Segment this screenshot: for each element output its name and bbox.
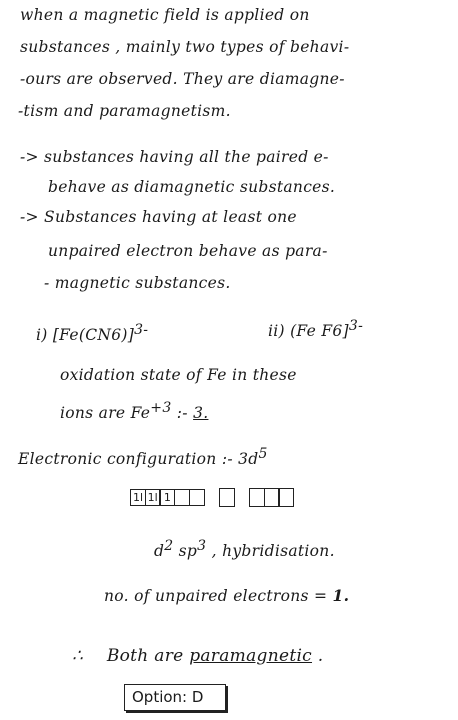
option-label: Option: D <box>132 688 204 706</box>
oxidation-ions-text: ions are Fe <box>60 404 151 423</box>
text-line-2: substances , mainly two types of behavi- <box>20 38 350 56</box>
d-box-2: 1l <box>145 489 161 506</box>
config-exponent: 5 <box>258 446 268 462</box>
text-line-1: when a magnetic field is applied on <box>20 6 310 24</box>
text-line-7: -> Substances having at least one <box>20 208 297 226</box>
p-box-2 <box>264 488 280 507</box>
s-orbital-box <box>219 488 235 507</box>
oxidation-value: 3. <box>193 404 209 423</box>
d-orbital-boxes <box>130 489 205 506</box>
ion-second <box>268 318 363 340</box>
ion-second-charge: 3- <box>348 318 364 334</box>
hybrid-label: , hybridisation. <box>206 542 335 561</box>
p-box-3 <box>278 488 294 507</box>
d-box-1: 1l <box>130 489 146 506</box>
hybrid-sp-exponent: 3 <box>197 538 207 554</box>
ion-second-formula: ii) (Fe F6] <box>268 322 349 341</box>
conclusion-highlight: paramagnetic <box>189 646 313 666</box>
unpaired-value: 1. <box>332 586 350 605</box>
p-box-1 <box>249 488 265 507</box>
text-line-5: -> substances having all the paired e- <box>20 148 329 166</box>
hybridisation-line <box>154 538 335 560</box>
conclusion-line <box>72 646 323 666</box>
s-box-1 <box>219 488 235 507</box>
oxidation-separator: :- <box>171 404 194 423</box>
text-line-3: -ours are observed. They are diamagne- <box>20 70 345 88</box>
conclusion-end: . <box>312 646 324 666</box>
oxidation-line-1: oxidation state of Fe in these <box>60 366 297 384</box>
hybrid-d-exponent: 2 <box>164 538 174 554</box>
conclusion-text: Both are <box>106 646 190 666</box>
text-line-4: -tism and paramagnetism. <box>18 102 231 120</box>
hybrid-d: d <box>154 542 165 561</box>
config-line <box>18 446 268 468</box>
ion-first <box>36 322 148 344</box>
unpaired-text: no. of unpaired electrons = <box>104 587 333 605</box>
p-orbital-boxes <box>249 488 294 507</box>
d-box-3: 1 <box>159 489 175 506</box>
config-value: 3d <box>238 450 259 469</box>
d-box-4 <box>174 489 190 506</box>
orbital-diagram <box>130 488 294 507</box>
ion-first-formula: i) [Fe(CN6)] <box>36 326 135 345</box>
unpaired-line <box>104 586 349 605</box>
hybrid-sp: sp <box>173 542 198 561</box>
therefore-symbol: ∴ <box>72 646 84 666</box>
config-label: Electronic configuration :- <box>18 450 239 469</box>
text-line-9: - magnetic substances. <box>44 274 231 292</box>
text-line-8: unpaired electron behave as para- <box>48 242 328 260</box>
d-box-5 <box>189 489 205 506</box>
oxidation-charge: +3 <box>150 400 172 416</box>
oxidation-line-2 <box>60 400 208 422</box>
text-line-6: behave as diamagnetic substances. <box>48 178 336 196</box>
ion-first-charge: 3- <box>134 322 149 338</box>
